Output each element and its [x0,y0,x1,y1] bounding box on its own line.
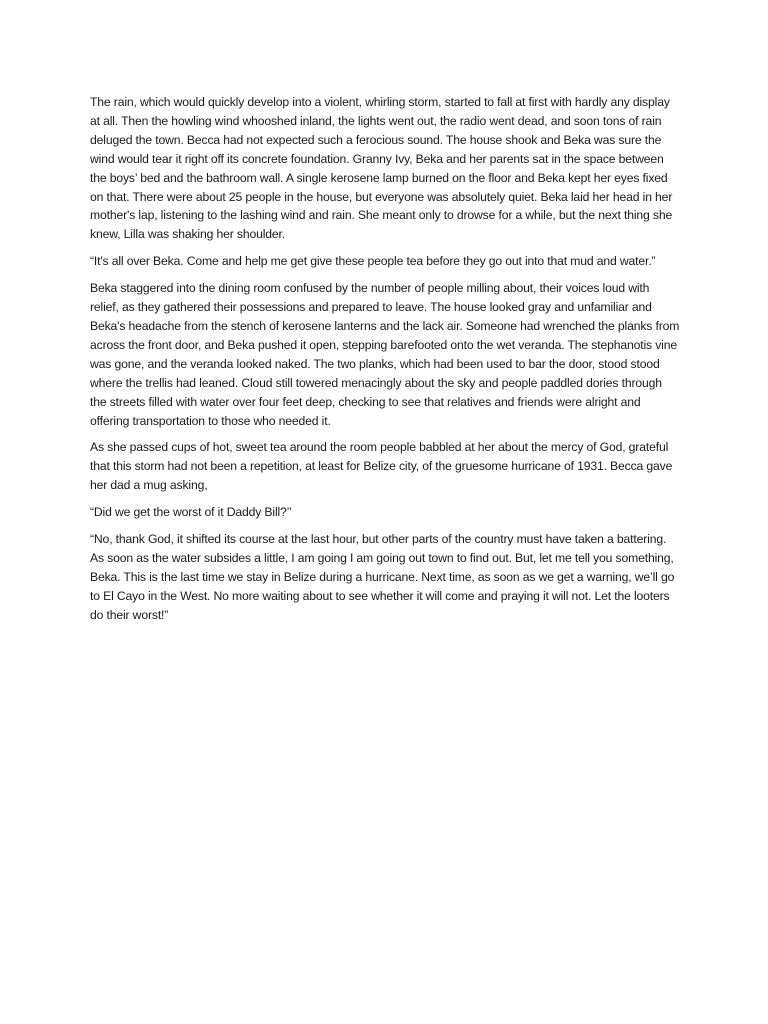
paragraph-passing-tea: As she passed cups of hot, sweet tea around the room people babbled at her about the mercy of God, grateful that this storm had not been a repetition, at least for Belize city, of the gruesome hurricane of 1931. Becca gave her dad a mug asking, [90,440,673,493]
paragraph-lilla-quote: “It's all over Beka. Come and help me get give these people tea before they go out into that mud and water.” [90,254,656,269]
paragraph-beka-question: “Did we get the worst of it Daddy Bill?’’ [90,505,292,520]
paragraph-storm-begins: The rain, which would quickly develop into a violent, whirling storm, started to fall at first with hardly any display at all. Then the howling wind whooshed inland, the lights went out, the radio went dead, and soon tons of rain deluged the town. Becca had not expected such a ferocious sound. The house shook and Beka was sure the wind would tear it right off its concrete foundation. Granny Ivy, Beka and her parents sat in the space between the boys’ bed and the bathroom wall. A single kerosene lamp burned on the floor and Beka kept her eyes fixed on that. There were about 25 people in the house, but everyone was absolutely quiet. Beka laid her head in her mother's lap, listening to the lashing wind and rain. She meant only to drowse for a while, but the next thing she knew, Lilla was shaking her shoulder. [90,95,673,242]
paragraph-dining-room: Beka staggered into the dining room confused by the number of people milling about, their voices loud with relief, as they gathered their possessions and prepared to leave. The house looked gray and unfamiliar and Beka's headache from the stench of kerosene lanterns and the lack air. Someone had wrenched the planks from across the front door, and Beka pushed it open, stepping barefooted onto the wet veranda. The stephanotis vine was gone, and the veranda looked naked. The two planks, which had been used to bar the door, stood stood where the trellis had leaned. Cloud still towered menacingly about the sky and people paddled dories through the streets filled with water over four feet deep, checking to see that relatives and friends were alright and offering transportation to those who needed it. [90,281,680,428]
paragraph-daddy-bill-reply: “No, thank God, it shifted its course at the last hour, but other parts of the country must have taken a battering. As soon as the water subsides a little, I am going I am going out town to find out. But, let me tell you something, Beka. This is the last time we stay in Belize during a hurricane. Next time, as soon as we get a warning, we’ll go to El Cayo in the West. No more waiting about to see whether it will come and praying it will not. Let the looters do their worst!” [90,532,675,622]
document-body [90,93,680,633]
